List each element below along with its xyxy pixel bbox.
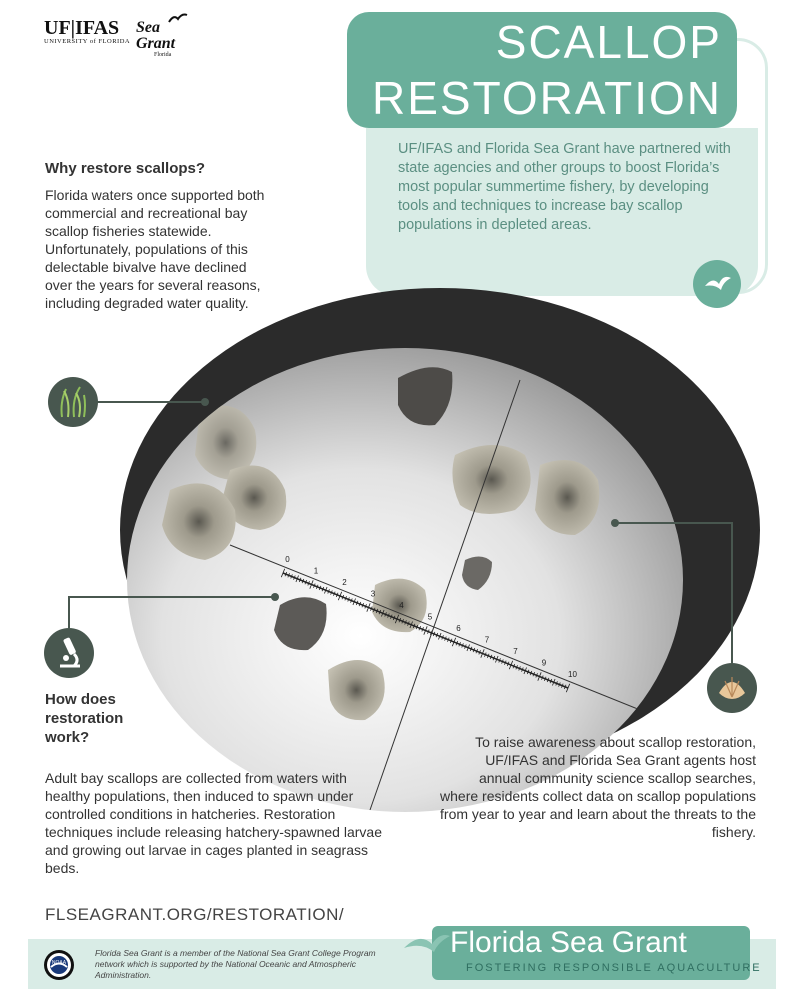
scallop-shell-icon: [707, 663, 757, 713]
microscope-icon: [44, 628, 94, 678]
scallop-shell-icon-circle: [707, 663, 757, 713]
intro-paragraph: UF/IFAS and Florida Sea Grant have partnered with state agencies and other groups to boost Florida’s most popular summertime fishery, by developing tools and techniques to increase bay scallop populations in depleted areas.: [398, 141, 731, 233]
ufifas-logo-text: UF|IFAS: [44, 17, 120, 39]
why-heading: Why restore scallops?: [45, 160, 206, 177]
noaa-logo-icon: [44, 950, 74, 980]
ruler-label: 5: [427, 612, 433, 622]
ruler-label: 1: [313, 566, 319, 576]
how-paragraph: Adult bay scallops are collected from waters with healthy populations, then induced to spawn under controlled conditions in hatcheries. Restoration techniques include releasing hatchery-spawned larvae and growing out larvae in cages planted in seagrass beds.: [45, 770, 382, 876]
website-url[interactable]: FLSEAGRANT.ORG/RESTORATION/: [45, 905, 345, 924]
title-line-2: RESTORATION: [372, 72, 722, 124]
noaa-statement: Florida Sea Grant is a member of the National Sea Grant College Program network which is supported by the National Oceanic and Atmospheric Administration.: [95, 948, 376, 980]
noaa-logo-mark: [44, 950, 74, 980]
sea-grant-logo-subtext: Florida: [154, 52, 172, 58]
seagrass-icon-circle: [48, 377, 98, 427]
sea-grant-logo-text: Sea Grant: [136, 19, 176, 52]
seagrass-icon: [48, 377, 98, 427]
noaa-logo-text: NOAA: [51, 960, 67, 966]
ruler-label: 7: [513, 646, 518, 656]
ruler-label: 4: [399, 600, 404, 610]
ruler-label: 10: [568, 669, 577, 679]
ruler-label: 9: [541, 658, 547, 668]
connector-dot: [271, 593, 279, 601]
ufifas-logo-subtext: UNIVERSITY of FLORIDA: [44, 38, 131, 45]
ruler-label: 6: [456, 623, 461, 633]
awareness-paragraph: To raise awareness about scallop restoration, UF/IFAS and Florida Sea Grant agents host annual community science scallop searches, where residents collect data on scallop populations from year to year and learn about the threats to the fishery.: [440, 734, 756, 840]
scallop-larva: [452, 445, 530, 514]
connector-dot: [201, 398, 209, 406]
ruler-label: 7: [484, 635, 490, 645]
why-paragraph: Florida waters once supported both commercial and recreational bay scallop fisheries statewide. Unfortunately, populations of this delectable bivalve have declined over the years for several reasons, including degraded water quality.: [45, 187, 265, 311]
ruler-label: 0: [285, 554, 290, 564]
florida-sea-grant-tagline: FOSTERING RESPONSIBLE AQUACULTURE: [466, 962, 762, 974]
ruler-label: 3: [370, 589, 376, 599]
seagull-icon: [402, 928, 452, 958]
microscope-icon-circle: [44, 628, 94, 678]
how-heading: How does restoration work?: [45, 691, 124, 746]
title-line-1: SCALLOP: [495, 16, 722, 68]
connector-dot: [611, 519, 619, 527]
florida-sea-grant-name: Florida Sea Grant: [450, 926, 687, 959]
ruler-label: 2: [342, 577, 347, 587]
